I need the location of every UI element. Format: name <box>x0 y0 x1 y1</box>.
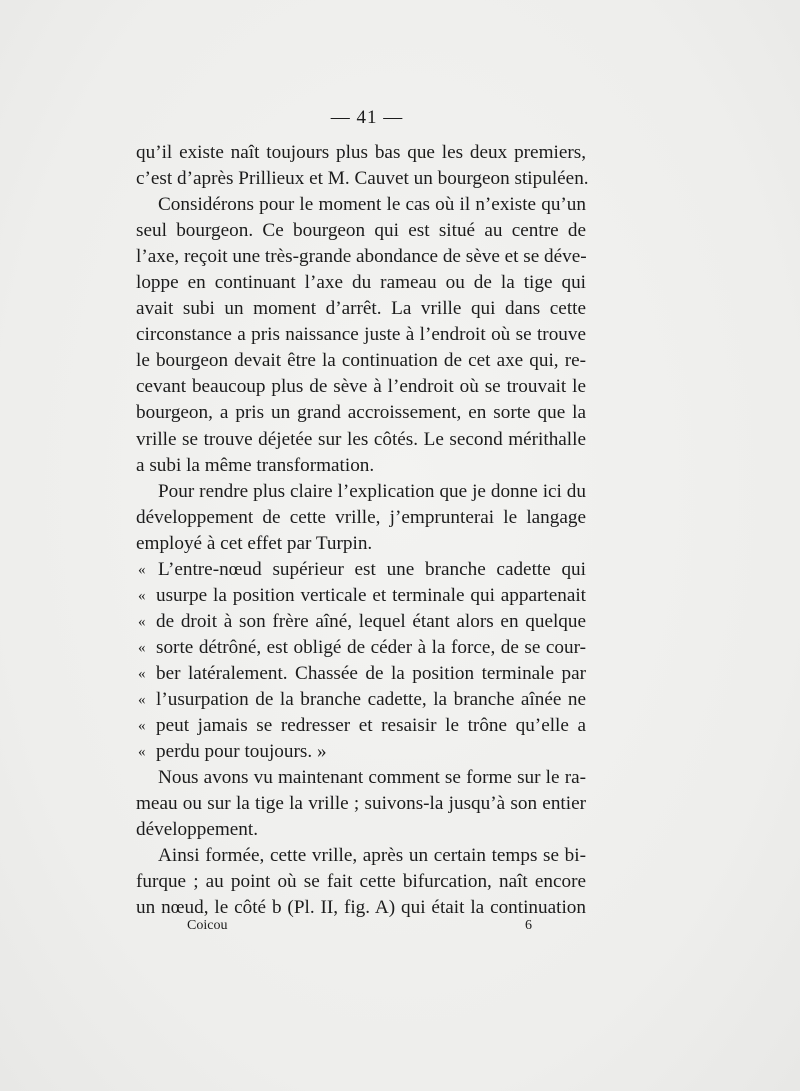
text-line <box>136 843 586 869</box>
quote-mark: « <box>138 665 146 682</box>
text-line <box>136 270 586 296</box>
text-line <box>136 765 586 791</box>
text-line-content: loppe en continuant l’axe du rameau ou de la tige qui <box>136 272 586 294</box>
text-line-content: meau ou sur la tige la vrille ; suivons-la jusqu’à son entier <box>136 793 586 815</box>
quote-mark: « <box>138 613 146 630</box>
text-line-content: peut jamais se redresser et resaisir le trône qu’elle a <box>156 715 586 737</box>
text-line-content: sorte détrôné, est obligé de céder à la force, de se cour- <box>156 636 586 658</box>
text-line-content: c’est d’après Prillieux et M. Cauvet un bourgeon stipuléen. <box>136 168 589 190</box>
text-line <box>136 531 586 557</box>
text-line-content: usurpe la position verticale et terminale qui appartenait <box>156 584 586 606</box>
text-line <box>136 400 586 426</box>
quote-mark: « <box>138 561 146 578</box>
text-line <box>136 374 586 400</box>
text-line-content: L’entre-nœud supérieur est une branche cadette qui <box>158 558 586 580</box>
body-text <box>136 140 589 921</box>
text-line <box>136 505 586 531</box>
text-line <box>136 687 586 713</box>
text-line-content: perdu pour toujours. » <box>156 741 327 763</box>
text-line <box>136 713 586 739</box>
text-line-content: l’usurpation de la branche cadette, la branche aînée ne <box>156 688 586 710</box>
text-line <box>136 635 586 661</box>
text-line-content: Nous avons vu maintenant comment se forme sur le ra- <box>158 767 586 789</box>
text-line <box>136 739 586 765</box>
text-line-content: développement de cette vrille, j’emprunterai le langage <box>136 506 586 528</box>
text-line <box>136 557 586 583</box>
page-number: — 41 — <box>330 107 404 128</box>
quote-mark: « <box>138 639 146 656</box>
text-line <box>136 453 586 479</box>
text-line-content: un nœud, le côté b (Pl. II, fig. A) qui était la continuation <box>136 897 586 919</box>
quote-mark: « <box>138 718 146 735</box>
text-line-content: a subi la même transformation. <box>136 454 375 476</box>
text-line-content: Pour rendre plus claire l’explication que je donne ici du <box>158 480 586 502</box>
text-line-content: ber latéralement. Chassée de la position terminale par <box>156 662 586 684</box>
text-line <box>136 427 586 453</box>
text-line-content: employé à cet effet par Turpin. <box>136 532 373 554</box>
quote-mark: « <box>138 587 146 604</box>
quote-mark: « <box>138 691 146 708</box>
text-line <box>136 869 586 895</box>
text-line <box>136 218 586 244</box>
text-line-content: vrille se trouve déjetée sur les côtés. Le second mérithalle <box>136 428 586 450</box>
footer-sheet-number: 6 <box>525 918 532 933</box>
text-line <box>136 322 586 348</box>
text-line-content: le bourgeon devait être la continuation de cet axe qui, re- <box>136 350 586 372</box>
text-line-content: qu’il existe naît toujours plus bas que les deux premiers, <box>136 142 586 163</box>
text-line <box>136 583 586 609</box>
text-line <box>136 479 586 505</box>
text-line-content: bourgeon, a pris un grand accroissement, en sorte que la <box>136 402 586 424</box>
text-line-content: Considérons pour le moment le cas où il n’existe qu’un <box>158 194 586 216</box>
text-line <box>136 348 586 374</box>
text-line-content: furque ; au point où se fait cette bifurcation, naît encore <box>136 871 586 893</box>
text-line <box>136 192 586 218</box>
text-line <box>136 166 589 192</box>
text-line-content: développement. <box>136 819 259 841</box>
text-line <box>136 140 586 166</box>
text-line-content: Ainsi formée, cette vrille, après un certain temps se bi- <box>158 845 586 867</box>
quote-mark: « <box>138 744 146 761</box>
text-line-content: circonstance a pris naissance juste à l’endroit où se trouve <box>136 324 586 346</box>
text-line-content: avait subi un moment d’arrêt. La vrille qui dans cette <box>136 298 586 320</box>
text-line-content: l’axe, reçoit une très-grande abondance de sève et se déve- <box>136 246 587 268</box>
text-line-content: seul bourgeon. Ce bourgeon qui est situé au centre de <box>136 220 586 242</box>
text-line-content: cevant beaucoup plus de sève à l’endroit où se trouvait le <box>136 376 586 398</box>
text-line <box>136 817 586 843</box>
footer-signature: Coicou <box>187 918 228 933</box>
text-line <box>136 244 586 270</box>
text-line <box>136 296 586 322</box>
text-line <box>136 661 586 687</box>
text-line-content: de droit à son frère aîné, lequel étant alors en quelque <box>156 610 586 632</box>
text-line <box>136 791 586 817</box>
text-line <box>136 609 586 635</box>
